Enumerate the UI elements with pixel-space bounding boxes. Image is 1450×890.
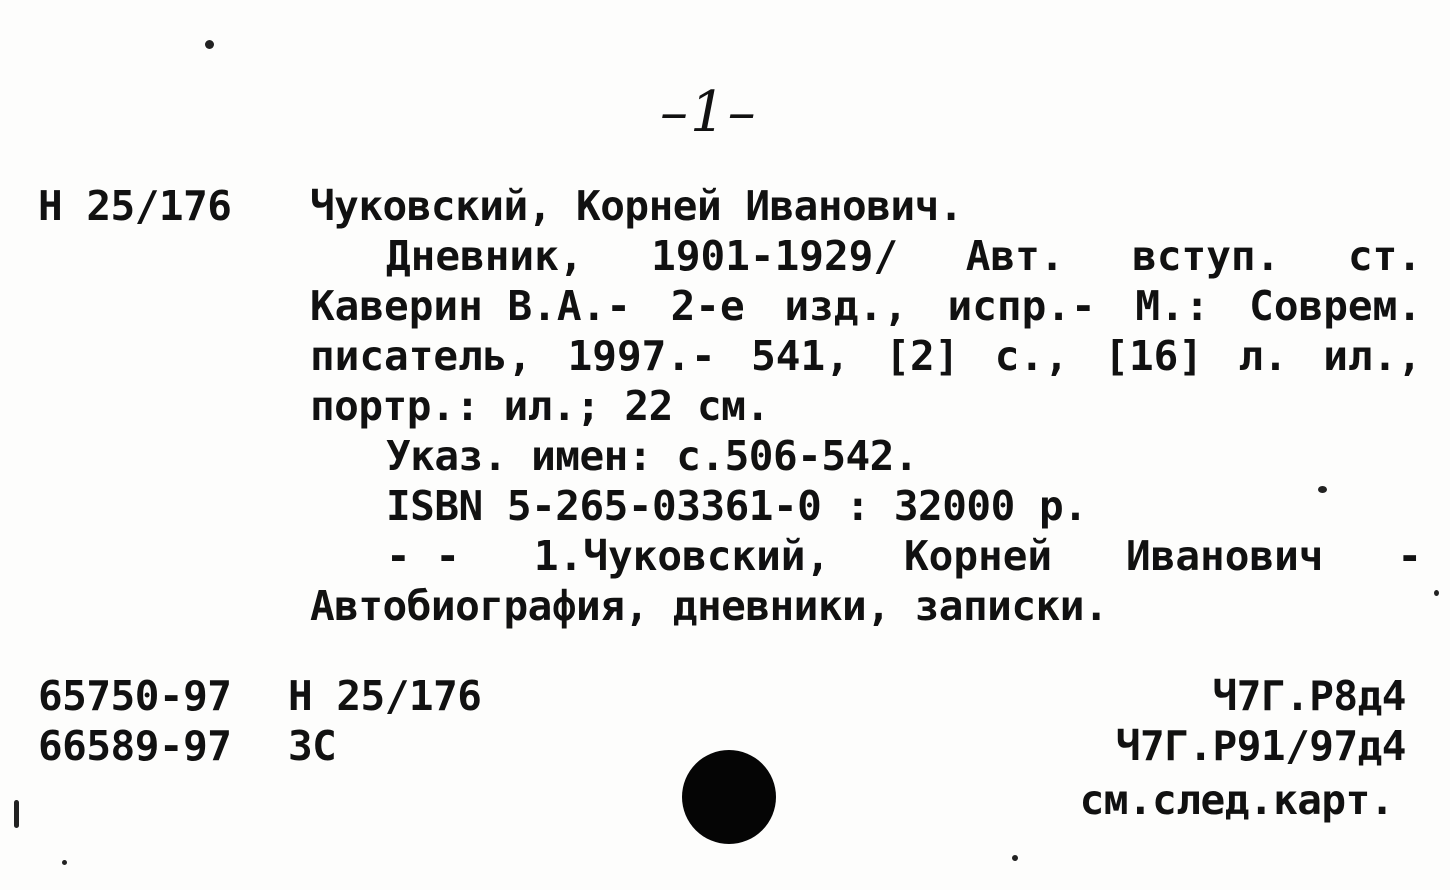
title-line	[386, 232, 1422, 280]
imprint-line	[310, 282, 1422, 330]
scan-speck	[14, 800, 19, 828]
shelf-mark: Н 25/176	[38, 182, 232, 230]
classification-2: Ч7Г.Р91/97д4	[1115, 722, 1406, 770]
imprint-word: изд.,	[784, 282, 908, 330]
scan-speck	[62, 860, 67, 865]
subject-word: -	[1397, 532, 1422, 580]
collation-word: [2]	[885, 332, 960, 380]
subject-word: Иванович	[1125, 532, 1324, 580]
subject-word: - -	[386, 532, 461, 580]
collation-word: ил.,	[1323, 332, 1422, 380]
collation-word: писатель,	[310, 332, 533, 380]
classification-1: Ч7Г.Р8д4	[1212, 672, 1406, 720]
title-word: 1901-1929/	[651, 232, 899, 280]
imprint-word: М.:	[1135, 282, 1210, 330]
imprint-word: испр.-	[947, 282, 1096, 330]
collation-word: [16]	[1104, 332, 1204, 380]
subject-continuation: Автобиография, дневники, записки.	[310, 582, 1109, 630]
accession-number-1: 65750-97	[38, 672, 232, 720]
continued-note: см.след.карт.	[1079, 776, 1394, 824]
collation-word: л.	[1238, 332, 1288, 380]
physical-description: портр.: ил.; 22 см.	[310, 382, 770, 430]
imprint-word: Соврем.	[1249, 282, 1422, 330]
collation-word: с.,	[994, 332, 1069, 380]
scan-speck	[1434, 590, 1439, 596]
card-heading: Чуковский, Корней Иванович.	[310, 182, 963, 230]
title-word: вступ.	[1132, 232, 1281, 280]
imprint-word: 2-е	[670, 282, 745, 330]
subject-line	[386, 532, 1422, 580]
index-note: Указ. имен: с.506-542.	[386, 432, 919, 480]
collation-word: 1997.-	[567, 332, 716, 380]
subject-word: 1.Чуковский,	[533, 532, 831, 580]
page-marker: –1–	[660, 80, 758, 145]
accession-number-2: 66589-97	[38, 722, 232, 770]
scan-speck	[1318, 486, 1327, 493]
subject-word: Корней	[904, 532, 1053, 580]
collation-word: 541,	[751, 332, 850, 380]
title-word: ст.	[1347, 232, 1422, 280]
scan-speck	[1012, 855, 1018, 861]
imprint-word: Каверин В.А.-	[310, 282, 631, 330]
isbn-line: ISBN 5-265-03361-0 : 32000 р.	[386, 482, 1088, 530]
title-word: Дневник,	[386, 232, 584, 280]
collation-line	[310, 332, 1422, 380]
title-word: Авт.	[965, 232, 1065, 280]
scan-speck	[205, 40, 214, 49]
shelf-mark-repeat: Н 25/176	[288, 672, 482, 720]
location-code: ЗС	[288, 722, 337, 770]
punch-hole	[682, 750, 776, 844]
